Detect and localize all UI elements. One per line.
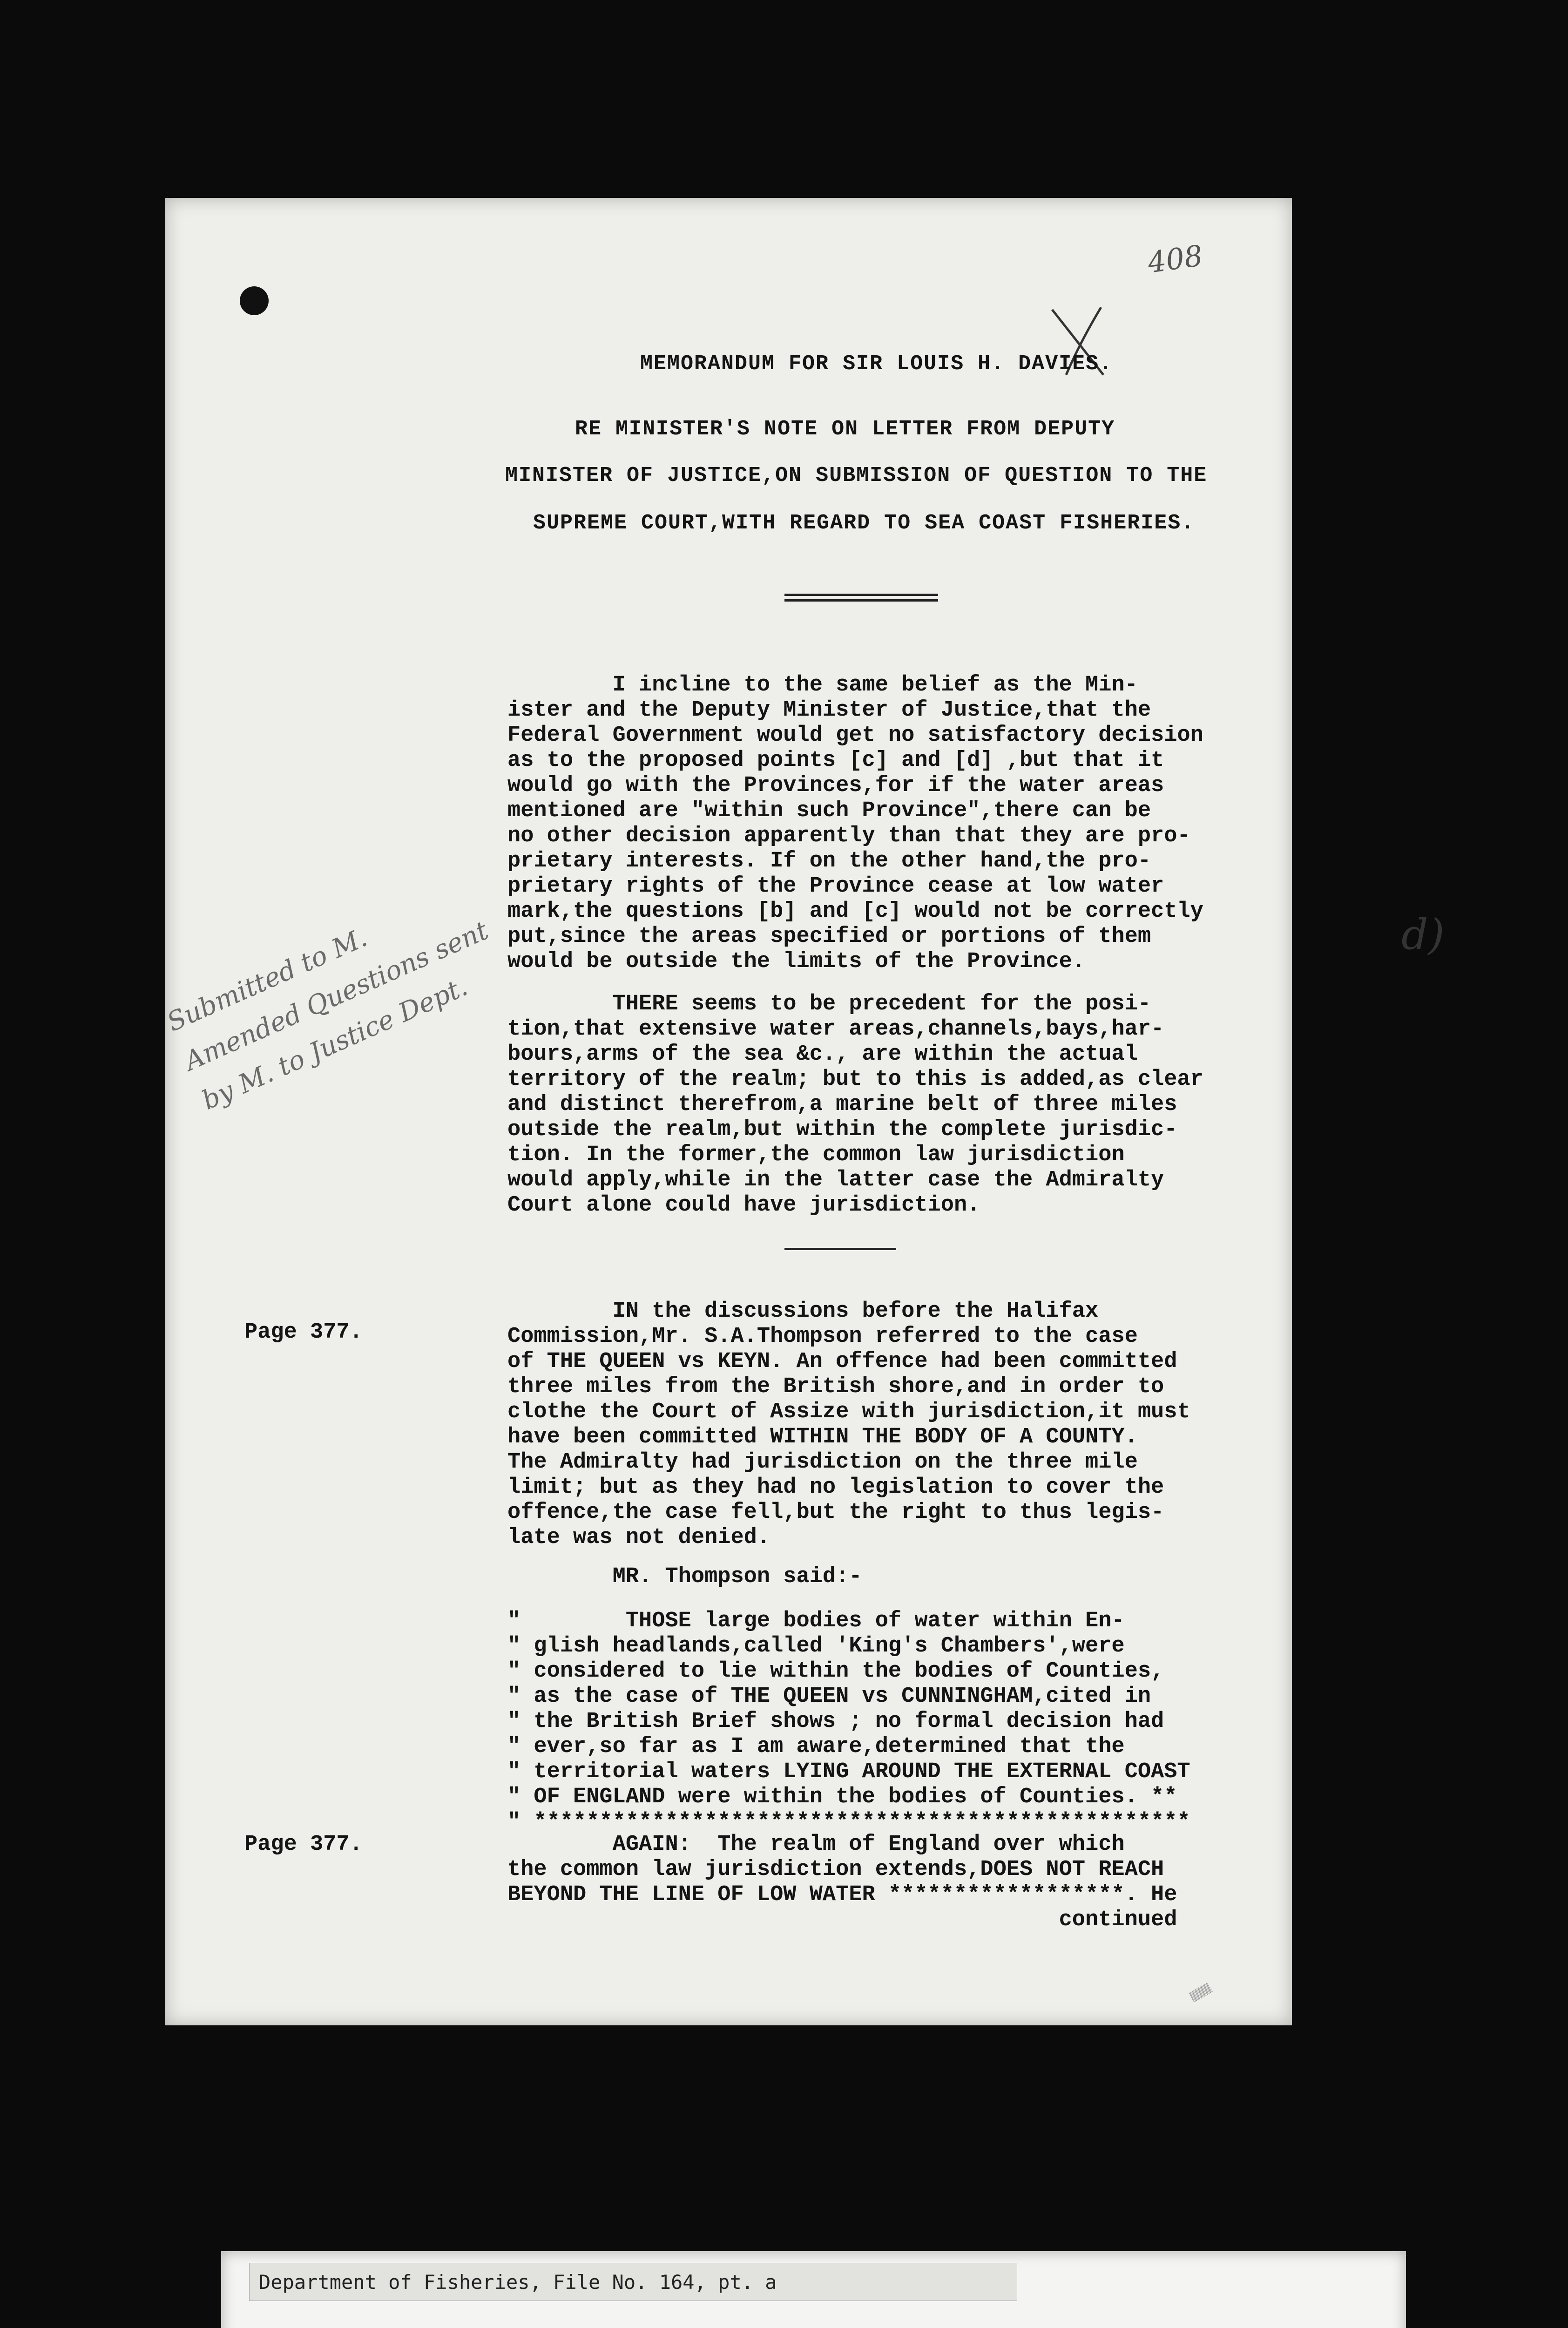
para2-line: THERE seems to be precedent for the posi-	[507, 992, 1151, 1016]
file-reference-strip: Department of Fisheries, File No. 164, pt. a	[249, 2263, 1017, 2301]
quote-line: " the British Brief shows ; no formal decision had	[507, 1709, 1164, 1734]
para4-line: BEYOND THE LINE OF LOW WATER ******************. He	[507, 1882, 1177, 1907]
para1-line: as to the proposed points [c] and [d] ,but that it	[507, 748, 1164, 773]
para2-line: and distinct therefrom,a marine belt of three miles	[507, 1092, 1177, 1117]
quote-line: " considered to lie within the bodies of Counties,	[507, 1659, 1164, 1684]
folio-number: 408	[1145, 238, 1205, 280]
quote-line: " as the case of THE QUEEN vs CUNNINGHAM,cited in	[507, 1684, 1151, 1709]
double-rule-top	[784, 594, 938, 596]
faint-stamp: ▒▒▒	[1189, 1982, 1213, 2003]
para2-line: Court alone could have jurisdiction.	[507, 1193, 980, 1218]
para3-line: The Admiralty had jurisdiction on the three mile	[507, 1450, 1138, 1475]
para2-line: tion. In the former,the common law jurisdiction	[507, 1143, 1125, 1167]
para4-line: the common law jurisdiction extends,DOES NOT REACH	[507, 1857, 1164, 1882]
para3-line: limit; but as they had no legislation to cover the	[507, 1475, 1164, 1500]
para1-line: put,since the areas specified or portions of them	[507, 924, 1151, 949]
para1-line: prietary interests. If on the other hand,the pro-	[507, 849, 1151, 873]
subtitle-line-2: MINISTER OF JUSTICE,ON SUBMISSION OF QUESTION TO THE	[505, 464, 1208, 487]
para1-line: would be outside the limits of the Province.	[507, 949, 1086, 974]
quote-line: " THOSE large bodies of water within En-	[507, 1609, 1125, 1633]
document-page	[162, 198, 1445, 2025]
para1-line: would go with the Provinces,for if the water areas	[507, 773, 1164, 798]
quotation-block	[507, 1609, 1190, 1835]
quote-line: " **************************************************	[507, 1810, 1190, 1834]
para1-line: no other decision apparently than that they are pro-	[507, 824, 1190, 848]
paragraph-2	[507, 992, 1203, 1218]
para1-line: mark,the questions [b] and [c] would not be correctly	[507, 899, 1203, 924]
para3-line: of THE QUEEN vs KEYN. An offence had been committed	[507, 1349, 1177, 1374]
para1-line: I incline to the same belief as the Min-	[507, 673, 1138, 697]
paragraph-4	[507, 1832, 1177, 1933]
quote-line: " territorial waters LYING AROUND THE EXTERNAL COAST	[507, 1760, 1190, 1784]
quote-line: " glish headlands,called 'King's Chambers',were	[507, 1634, 1125, 1658]
para3-line: have been committed WITHIN THE BODY OF A COUNTY.	[507, 1425, 1138, 1449]
double-rule-bottom	[784, 599, 938, 602]
subtitle-line-1: RE MINISTER'S NOTE ON LETTER FROM DEPUTY	[575, 417, 1115, 441]
paragraph-3	[507, 1299, 1190, 1550]
para4-line: AGAIN: The realm of England over which	[507, 1832, 1125, 1857]
para2-line: outside the realm,but within the complete jurisdic-	[507, 1117, 1177, 1142]
said-line: MR. Thompson said:-	[507, 1564, 862, 1589]
para1-line: Federal Government would get no satisfactory decision	[507, 723, 1203, 748]
para4-line: continued	[507, 1908, 1177, 1932]
para1-line: mentioned are "within such Province",there can be	[507, 799, 1151, 823]
quote-line: " OF ENGLAND were within the bodies of Counties. **	[507, 1785, 1177, 1809]
page-reference-1: Page 377.	[244, 1320, 363, 1345]
pencil-margin-mark: d)	[1401, 910, 1445, 959]
para3-line: late was not denied.	[507, 1525, 770, 1550]
para3-line: Commission,Mr. S.A.Thompson referred to the case	[507, 1324, 1138, 1349]
page-reference-2: Page 377.	[244, 1832, 363, 1857]
para2-line: would apply,while in the latter case the Admiralty	[507, 1168, 1164, 1192]
paragraph-1	[507, 673, 1203, 975]
para1-line: ister and the Deputy Minister of Justice,that the	[507, 698, 1151, 723]
para3-line: three miles from the British shore,and in order to	[507, 1374, 1164, 1399]
para1-line: prietary rights of the Province cease at low water	[507, 874, 1164, 899]
quote-line: " ever,so far as I am aware,determined that the	[507, 1734, 1125, 1759]
para3-line: IN the discussions before the Halifax	[507, 1299, 1099, 1324]
section-rule	[784, 1248, 896, 1250]
punch-hole	[240, 286, 269, 315]
subtitle-line-3: SUPREME COURT,WITH REGARD TO SEA COAST FISHERIES.	[533, 511, 1195, 535]
para2-line: tion,that extensive water areas,channels,bays,har-	[507, 1017, 1164, 1042]
memo-title: MEMORANDUM FOR SIR LOUIS H. DAVIES.	[640, 352, 1113, 376]
para2-line: territory of the realm; but to this is added,as clear	[507, 1067, 1203, 1092]
para3-line: offence,the case fell,but the right to thus legis-	[507, 1500, 1164, 1525]
para2-line: bours,arms of the sea &c., are within the actual	[507, 1042, 1138, 1067]
handwritten-margin-note: Submitted to M. Amended Questions sent by M. to Justice Dept.	[162, 915, 493, 1116]
para3-line: clothe the Court of Assize with jurisdiction,it must	[507, 1400, 1190, 1424]
